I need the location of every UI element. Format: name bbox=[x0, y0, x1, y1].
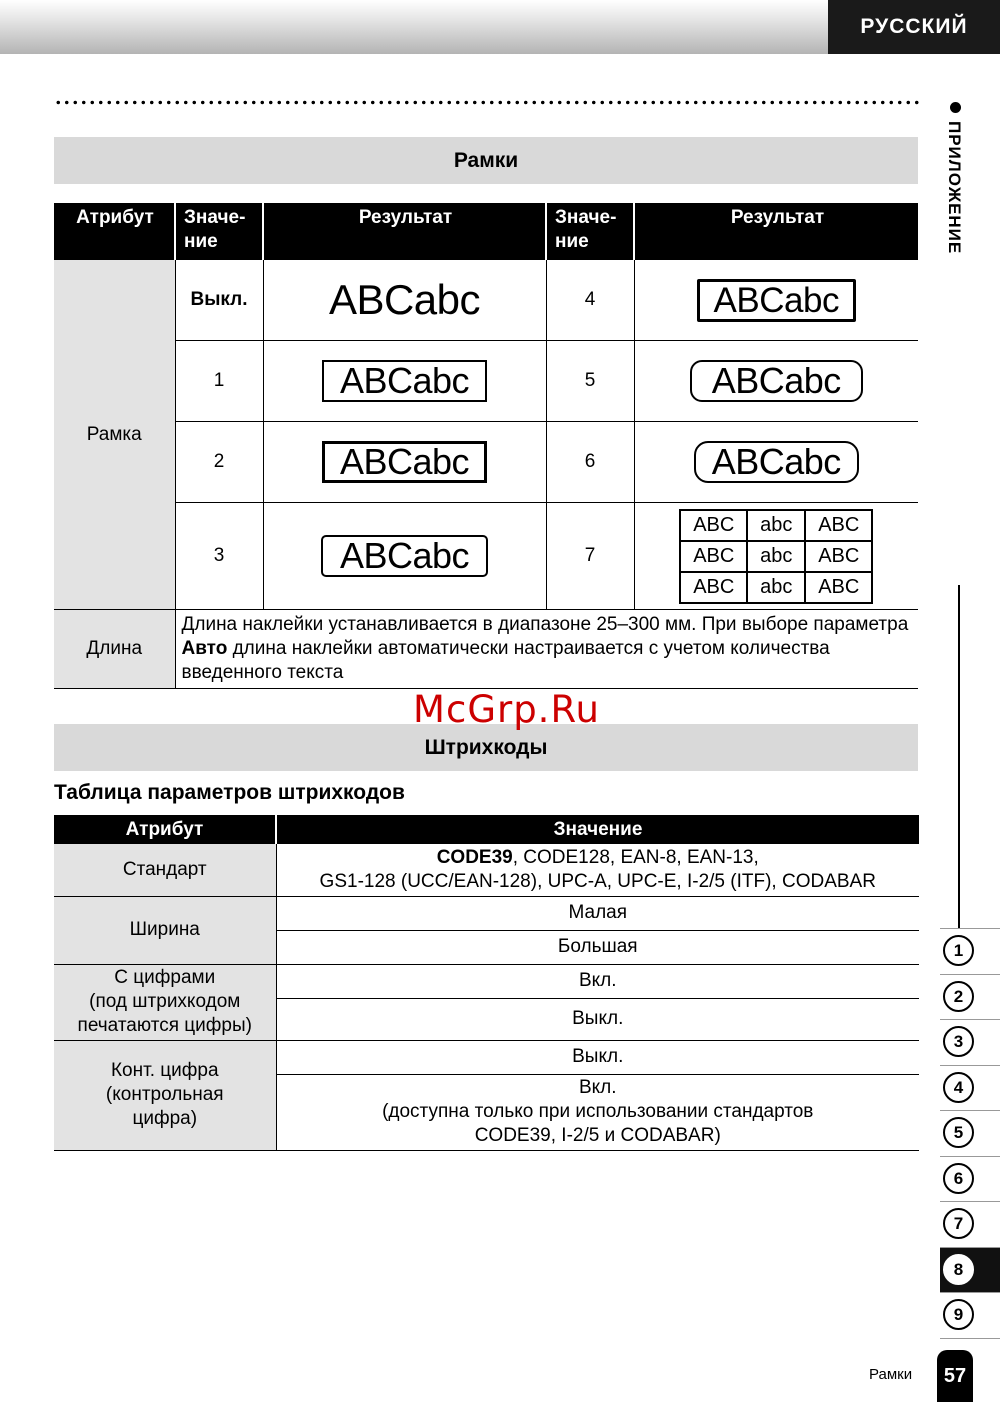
result-2 bbox=[263, 422, 546, 503]
chapter-tab-6[interactable] bbox=[940, 1156, 1000, 1202]
attribute-frame: Рамка bbox=[54, 260, 175, 610]
frames-table bbox=[54, 203, 918, 689]
check-on-1: Вкл. bbox=[578, 1077, 617, 1098]
col-value-2 bbox=[546, 203, 634, 260]
col-value-line1: Значе- bbox=[184, 207, 246, 228]
dotted-divider bbox=[54, 100, 920, 105]
chapter-number: 5 bbox=[943, 1117, 974, 1148]
col-result: Результат bbox=[263, 203, 546, 260]
chapter-number: 9 bbox=[943, 1299, 974, 1330]
sample-frame-3: ABCabc bbox=[321, 535, 488, 577]
table-row bbox=[54, 964, 919, 998]
barcodes-section-title: Штрихкоды bbox=[54, 724, 918, 771]
check-on-3: CODE39, I-2/5 и CODABAR) bbox=[474, 1125, 721, 1146]
check-digit-on bbox=[276, 1074, 919, 1150]
chapter-tabs bbox=[940, 928, 1000, 1339]
length-text-2: длина наклейки автоматически настраивается с учетом количества введенного текста bbox=[181, 638, 830, 683]
value-off: Выкл. bbox=[175, 260, 263, 341]
table-row bbox=[54, 341, 918, 422]
sample-frame-4: ABCabc bbox=[697, 279, 856, 322]
page-number: 57 bbox=[937, 1350, 973, 1402]
check-on-2: (доступна только при использовании стандартов bbox=[382, 1101, 814, 1122]
digits-label-1: С цифрами bbox=[114, 967, 216, 988]
attribute-check-digit bbox=[54, 1040, 276, 1150]
standard-rest-1: , CODE128, EAN-8, EAN-13, bbox=[512, 846, 759, 868]
language-tab: РУССКИЙ bbox=[828, 0, 1000, 54]
digits-on: Вкл. bbox=[276, 964, 919, 998]
watermark: McGrp.Ru bbox=[413, 688, 600, 731]
col-value2-line1: Значе- bbox=[555, 207, 617, 228]
table-row bbox=[54, 610, 918, 689]
result-off bbox=[263, 260, 546, 341]
table-row bbox=[54, 844, 919, 896]
table-row bbox=[54, 1040, 919, 1074]
barcodes-table-header bbox=[54, 815, 919, 844]
col-value bbox=[175, 203, 263, 260]
frames-section-title: Рамки bbox=[54, 137, 918, 184]
value-2: 2 bbox=[175, 422, 263, 503]
sample-frame-5: ABCabc bbox=[690, 360, 863, 402]
table-row bbox=[54, 260, 918, 341]
check-label-1: Конт. цифра bbox=[110, 1060, 219, 1081]
grid-cell: abc bbox=[747, 510, 805, 541]
digits-label-2: (под штрихкодом bbox=[89, 991, 241, 1012]
value-4: 4 bbox=[546, 260, 634, 341]
col-attribute: Атрибут bbox=[54, 815, 276, 844]
col-value-line2: ние bbox=[184, 231, 218, 252]
chapter-tab-4[interactable] bbox=[940, 1065, 1000, 1111]
chapter-tab-5[interactable] bbox=[940, 1110, 1000, 1156]
result-5 bbox=[634, 341, 918, 422]
barcodes-table-title: Таблица параметров штрихкодов bbox=[54, 781, 405, 804]
col-value: Значение bbox=[276, 815, 919, 844]
frames-table-header bbox=[54, 203, 918, 260]
attribute-standard: Стандарт bbox=[54, 844, 276, 896]
side-divider-line bbox=[958, 585, 960, 928]
sample-frame-1: ABCabc bbox=[322, 360, 487, 402]
table-row bbox=[54, 896, 919, 930]
table-row bbox=[54, 422, 918, 503]
digits-off: Выкл. bbox=[276, 998, 919, 1040]
result-4 bbox=[634, 260, 918, 341]
width-large: Большая bbox=[276, 930, 919, 964]
chapter-number: 8 bbox=[943, 1254, 974, 1285]
sample-frame-6: ABCabc bbox=[694, 441, 859, 483]
chapter-tab-8[interactable] bbox=[940, 1247, 1000, 1293]
result-7 bbox=[634, 503, 918, 610]
col-value2-line2: ние bbox=[555, 231, 589, 252]
sample-frame-2: ABCabc bbox=[322, 441, 487, 483]
value-3: 3 bbox=[175, 503, 263, 610]
result-3 bbox=[263, 503, 546, 610]
check-digit-off: Выкл. bbox=[276, 1040, 919, 1074]
table-row bbox=[54, 503, 918, 610]
chapter-number: 6 bbox=[943, 1163, 974, 1194]
grid-cell: abc bbox=[747, 572, 805, 603]
barcodes-table bbox=[54, 815, 919, 1151]
side-section-text: ПРИЛОЖЕНИЕ bbox=[945, 121, 964, 255]
chapter-tab-7[interactable] bbox=[940, 1201, 1000, 1247]
result-6 bbox=[634, 422, 918, 503]
chapter-number: 3 bbox=[943, 1026, 974, 1057]
attribute-digits bbox=[54, 964, 276, 1040]
sample-no-frame: ABCabc bbox=[328, 276, 481, 323]
standard-values bbox=[276, 844, 919, 896]
width-small: Малая bbox=[276, 896, 919, 930]
length-text-bold: Авто bbox=[181, 638, 228, 659]
sample-frame-7-grid bbox=[679, 509, 873, 604]
length-description bbox=[175, 610, 918, 689]
header-gradient-bar bbox=[0, 0, 828, 54]
col-attribute: Атрибут bbox=[54, 203, 175, 260]
grid-cell: ABC bbox=[680, 541, 747, 572]
chapter-number: 1 bbox=[943, 935, 974, 966]
grid-cell: ABC bbox=[680, 572, 747, 603]
chapter-tab-1[interactable] bbox=[940, 928, 1000, 974]
grid-cell: ABC bbox=[805, 541, 872, 572]
chapter-tab-3[interactable] bbox=[940, 1019, 1000, 1065]
grid-cell: ABC bbox=[805, 510, 872, 541]
attribute-width: Ширина bbox=[54, 896, 276, 964]
chapter-tab-2[interactable] bbox=[940, 974, 1000, 1020]
attribute-length: Длина bbox=[54, 610, 175, 689]
digits-label-3: печатаются цифры) bbox=[77, 1015, 252, 1036]
chapter-number: 4 bbox=[943, 1072, 974, 1103]
chapter-number: 2 bbox=[943, 981, 974, 1012]
col-result-2: Результат bbox=[634, 203, 918, 260]
chapter-number: 7 bbox=[943, 1208, 974, 1239]
check-label-3: цифра) bbox=[132, 1108, 198, 1129]
bullet-icon bbox=[950, 102, 961, 113]
footer-section-name: Рамки bbox=[869, 1366, 913, 1383]
grid-cell: ABC bbox=[805, 572, 872, 603]
standard-rest-2: GS1-128 (UCC/EAN-128), UPC-A, UPC-E, I-2/5 (ITF), CODABAR bbox=[319, 870, 876, 892]
chapter-tab-9[interactable] bbox=[940, 1292, 1000, 1339]
check-label-2: (контрольная bbox=[105, 1084, 224, 1105]
result-1 bbox=[263, 341, 546, 422]
value-5: 5 bbox=[546, 341, 634, 422]
length-text-1: Длина наклейки устанавливается в диапазоне 25–300 мм. При выборе параметра bbox=[181, 614, 909, 635]
grid-cell: ABC bbox=[680, 510, 747, 541]
value-6: 6 bbox=[546, 422, 634, 503]
side-section-label bbox=[944, 102, 968, 259]
value-7: 7 bbox=[546, 503, 634, 610]
grid-cell: abc bbox=[747, 541, 805, 572]
standard-default: CODE39 bbox=[436, 846, 513, 868]
value-1: 1 bbox=[175, 341, 263, 422]
